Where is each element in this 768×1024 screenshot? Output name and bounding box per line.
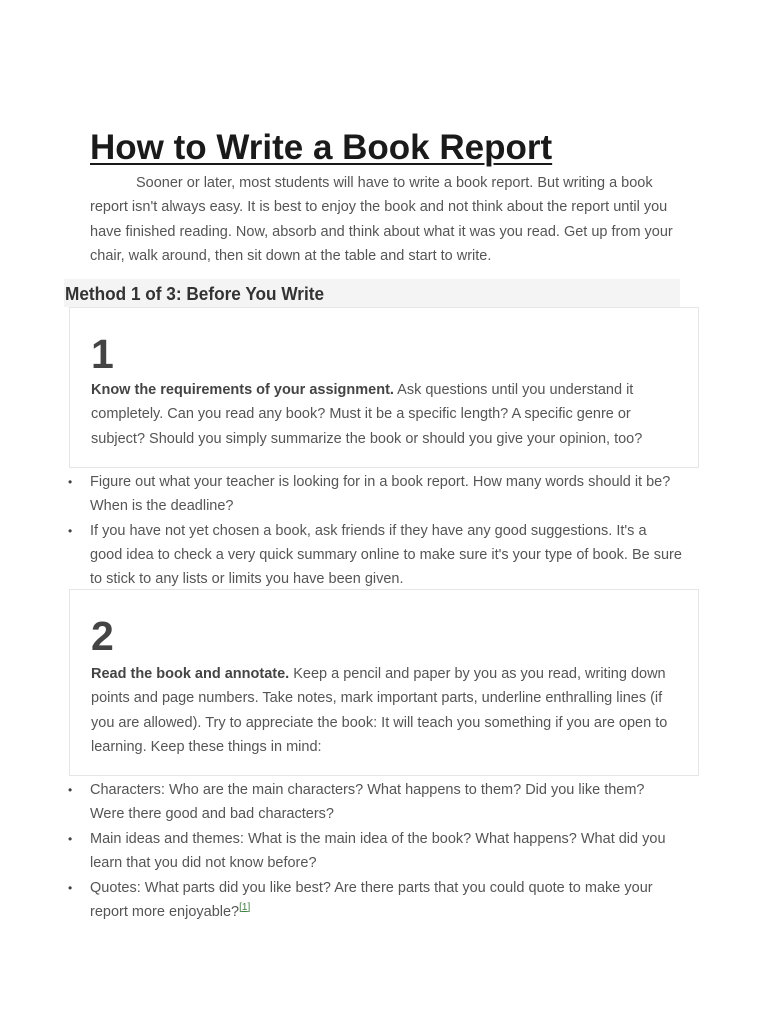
intro-paragraph: Sooner or later, most students will have to write a book report. But writing a book report isn't always easy. It is best to enjoy the book and not think about the report until you have finished reading. Now, absorb and think about what it was you read. Get up from your chair, walk around, then sit down at the table and start to write. xyxy=(90,175,673,264)
bullet-icon: • xyxy=(68,831,73,846)
list-item-text: Figure out what your teacher is looking for in a book report. How many words should it be? When is the deadline? xyxy=(90,474,671,515)
step-1-bullet-list xyxy=(68,470,682,592)
list-item xyxy=(68,470,682,519)
step-lead-1: Know the requirements of your assignment. xyxy=(91,382,394,398)
reference-link[interactable]: [1] xyxy=(239,902,251,914)
step-number-1: 1 xyxy=(91,331,114,377)
list-item xyxy=(68,827,682,876)
bullet-icon: • xyxy=(68,783,73,797)
article-title: How to Write a Book Report xyxy=(90,128,553,167)
list-item xyxy=(68,778,682,827)
bullet-icon: • xyxy=(68,523,73,538)
method-heading: Method 1 of 3: Before You Write xyxy=(65,283,325,304)
step-box-2 xyxy=(69,589,699,776)
step-box-1 xyxy=(69,307,699,468)
step-body-1: Ask questions until you understand it completely. Can you read any book? Must it be a specific length? A specific genre or subject? Should you simply summarize the book or should you give your opinion, too? xyxy=(91,382,643,447)
bullet-icon: • xyxy=(68,880,73,895)
list-item-text: Characters: Who are the main characters? What happens to them? Did you like them? Were there good and bad characters? xyxy=(90,782,645,823)
step-lead-2: Read the book and annotate. xyxy=(91,666,290,682)
step-text-2 xyxy=(91,662,676,759)
step-body-2: Keep a pencil and paper by you as you read, writing down points and page numbers. Take notes, mark important parts, underline enthralling lines (if you are allowed). Try to appreciate the book: It will teach you something if you are open to learning. Keep these things in mind: xyxy=(91,666,668,755)
list-item-text: Main ideas and themes: What is the main idea of the book? What happens? What did you learn that you did not know before? xyxy=(90,830,666,872)
list-item-text: If you have not yet chosen a book, ask friends if they have any good suggestions. It's a good idea to check a very quick summary online to make sure it's your type of book. Be sure to stick to any lists or limits you have been given. xyxy=(90,522,682,588)
step-2-bullet-list xyxy=(68,778,682,924)
step-text-1 xyxy=(91,378,676,451)
list-item xyxy=(68,876,682,925)
bullet-icon: • xyxy=(68,475,73,489)
step-number-2: 2 xyxy=(91,613,114,659)
list-item-text: Quotes: What parts did you like best? Are there parts that you could quote to make your report more enjoyable? xyxy=(90,879,653,920)
list-item xyxy=(68,519,682,592)
